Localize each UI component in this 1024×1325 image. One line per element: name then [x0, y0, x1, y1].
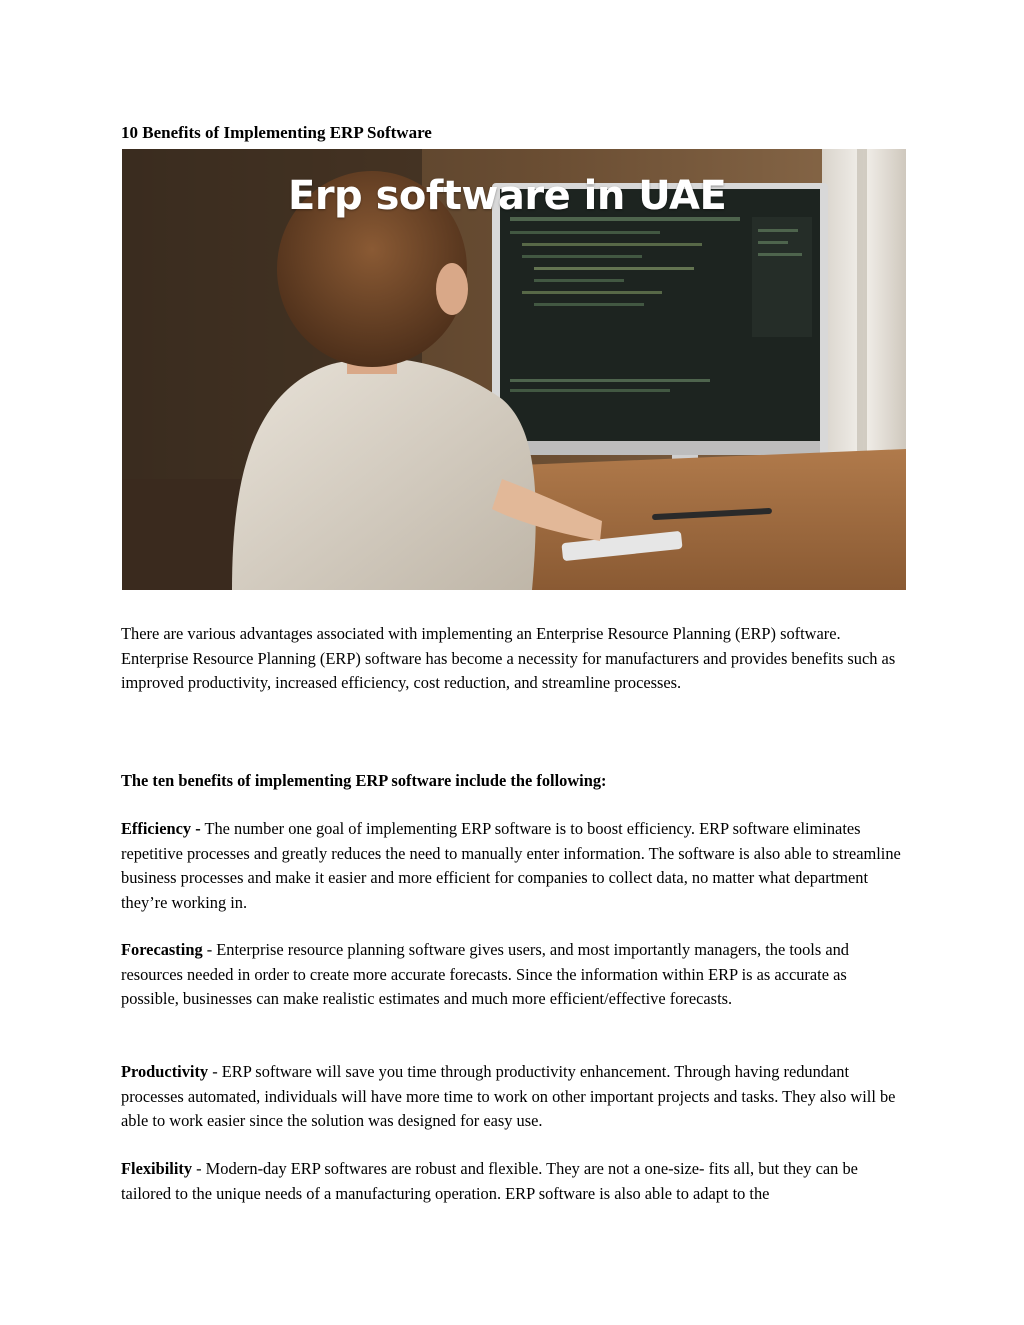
document-title: 10 Benefits of Implementing ERP Software: [121, 123, 432, 142]
benefit-text: - ERP software will save you time through productivity enhancement. Through having redundant processes automated, individuals will have more time to work on other important projects and tasks. They also will be able to work easier since the solution was designed for easy use.: [121, 1062, 896, 1130]
hero-caption: Erp software in UAE: [288, 173, 727, 219]
benefit-efficiency: [121, 817, 907, 915]
benefit-term: Forecasting: [121, 940, 203, 959]
benefit-term: Productivity: [121, 1062, 209, 1081]
benefit-flexibility: [121, 1157, 907, 1206]
intro-paragraph: There are various advantages associated with implementing an Enterprise Resource Planning (ERP) software. Enterprise Resource Planning (ERP) software has become a necessity for manufacturers and provides benefits such as improved productivity, increased efficiency, cost reduction, and streamline processes.: [121, 624, 896, 692]
benefits-heading: The ten benefits of implementing ERP software include the following:: [121, 771, 607, 790]
hero-image: [122, 149, 906, 590]
benefit-text: - Enterprise resource planning software gives users, and most importantly managers, the tools and resources needed in order to create more accurate forecasts. Since the information within ERP is as accurate as possible, businesses can make realistic estimates and much more efficient/effective forecasts.: [121, 940, 849, 1008]
benefit-text: The number one goal of implementing ERP software is to boost efficiency. ERP software eliminates repetitive processes and greatly reduces the need to manually enter information. The software is also able to streamline business processes and make it easier and more efficient for companies to collect data, no matter what department they’re working in.: [121, 819, 901, 912]
benefit-text: - Modern-day ERP softwares are robust and flexible. They are not a one-size- fits all, but they can be tailored to the unique needs of a manufacturing operation. ERP software is also able to adapt to the: [121, 1159, 858, 1203]
benefit-term: Flexibility: [121, 1159, 193, 1178]
benefit-productivity: [121, 1060, 907, 1134]
benefit-forecasting: [121, 938, 907, 1012]
benefit-term: Efficiency -: [121, 819, 201, 838]
